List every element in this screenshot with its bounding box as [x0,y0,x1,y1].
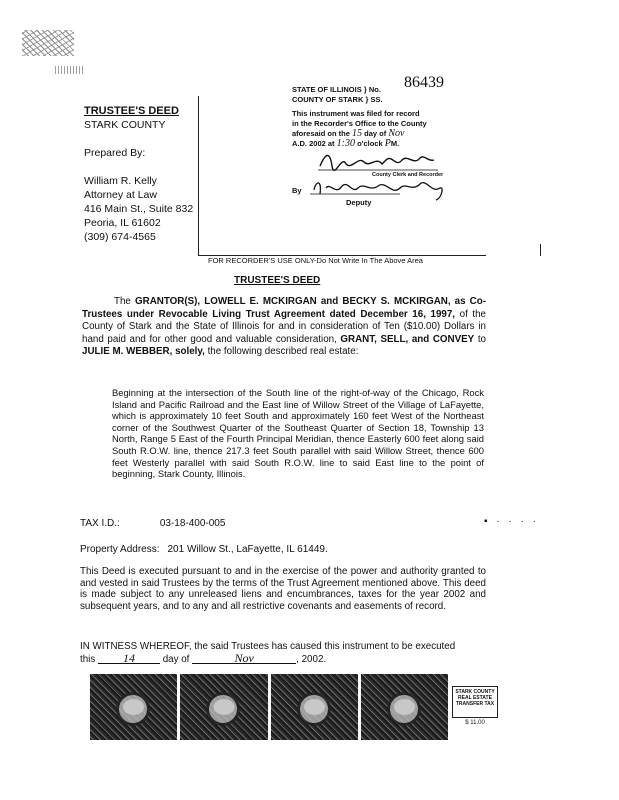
preparer-phone: (309) 674-4565 [84,231,156,243]
deputy-label: Deputy [346,198,372,207]
body-p4: the following described real estate: [204,346,359,358]
tax-stamp-line2: REAL ESTATE [458,695,492,701]
recorder-year: 02 [317,139,326,148]
recorder-meridiem: P [384,138,391,149]
execution-paragraph: This Deed is executed pursuant to and in the exercise of the power and authority granted to and vested in said Trustees by the terms of the Trust Agreement mentioned above. This deed is made subject to any unreleased liens and encumbrances, taxes for the year 2002 and subsequent years, and to any and all restrictive covenants and easements of record. [80,566,486,612]
prepared-label: Prepared By: [84,147,146,159]
divider-vertical [198,96,199,256]
recorder-line2: in the Recorder's Office to the County [292,119,427,128]
property-address [80,544,328,555]
tax-stamp-amount: $ 11.00 [465,720,485,726]
by-label: By [292,186,302,195]
body-p1: The [114,296,135,307]
recorder-m: M. [390,139,400,148]
left-county: STARK COUNTY [84,119,166,131]
property-address-value: 201 Willow St., LaFayette, IL 61449. [167,544,328,555]
scan-noise [55,66,85,74]
clerk-label: County Clerk and Recorder [372,172,444,178]
witness-clause [80,640,486,666]
recorder-use-note: FOR RECORDER'S USE ONLY-Do Not Write In The Above Area [208,256,423,265]
scan-dots: ▪ · · · · [484,516,539,527]
witness-year: , 2002. [296,654,327,665]
revenue-stamp [90,674,177,740]
revenue-stamp [361,674,448,740]
grant-words: GRANT, SELL, and CONVEY [340,333,475,345]
recorder-no-label: No. [368,85,381,94]
recorder-ad: A.D. 20 [292,139,318,148]
tax-id [80,518,225,529]
recorder-state: STATE OF ILLINOIS [292,85,362,94]
recorder-day: 15 [352,128,363,139]
recorder-time: 1:30 [336,138,355,149]
left-title: TRUSTEE'S DEED [84,105,179,117]
preparer-address2: Peoria, IL 61602 [84,217,161,229]
witness-day: 14 [98,653,160,664]
recorder-month: Nov [388,128,405,139]
witness-line1: IN WITNESS WHEREOF, the said Trustees has caused this instrument to be executed [80,641,456,652]
recorder-oclock: o'clock [357,139,383,148]
revenue-stamp [271,674,358,740]
tax-id-value: 03-18-400-005 [159,518,226,529]
recorder-county: COUNTY OF STARK [292,95,364,104]
tax-id-label: TAX I.D.: [80,518,120,529]
margin-mark [540,244,541,256]
tax-stamp-line3: TRANSFER TAX [455,701,495,707]
body-p3: to [474,333,486,345]
conveyance-paragraph [82,296,486,359]
witness-day-of: day of [162,654,190,665]
witness-month: Nov [192,653,296,664]
legal-description: Beginning at the intersection of the South line of the right-of-way of the Chicago, Rock Island and Pacific Railroad and the East line of Willow Street of the Village of LaFayette, which is approximately 10 feet South and approximately 160 feet West of the Northeast corner of the Southwest Quarter of the Southeast Quarter of Section 18, Township 13 North, Range 5 East of the Fourth Principal Meridian, thence Easterly 600 feet along said South R.O.W. line, thence 217.3 feet South parallel with said Willow Street, thence 600 feet Westerly parallel with said South R.O.W. line to said East line to the point of beginning, Stark County, Illinois. [112,387,484,480]
grantee: JULIE M. WEBBER, solely, [82,346,205,358]
recorder-line1: This instrument was filed for record [292,109,420,118]
scan-noise [22,30,74,56]
deputy-signature [308,176,448,202]
recorder-day-suffix: day of [364,129,387,138]
preparer-address1: 416 Main St., Suite 832 [84,203,194,215]
body-p2: of the County of Stark and the State of Illinois for and in consideration of Ten ($10.00) Dollars in hand paid and for other good and valuable consideration, [82,308,486,345]
preparer-name: William R. Kelly [84,175,157,187]
revenue-stamp [180,674,267,740]
transfer-tax-stamp [452,686,498,718]
recorder-ss: SS. [370,95,383,104]
document-number: 86439 [404,74,444,91]
property-address-label: Property Address: [80,544,160,555]
recorder-at: at [327,139,335,148]
recorder-line3: aforesaid on the [292,129,350,138]
tax-stamp-line1: STARK COUNTY [455,689,495,695]
clerk-signature [316,150,440,172]
preparer-title: Attorney at Law [84,189,157,201]
deed-heading: TRUSTEE'S DEED [234,275,321,286]
preparer-block [84,104,200,244]
witness-this: this [80,654,96,665]
recorder-stamp: STATE OF ILLINOIS } No. COUNTY OF STARK } SS. This instrument was filed for record in the Recorder's Office to the County aforesaid on the 15 day of Nov A.D. 2002 at 1:30 o'clock PM. [292,85,452,149]
revenue-stamp-strip [90,674,448,740]
grantors: GRANTOR(S), LOWELL E. MCKIRGAN and BECKY S. MCKIRGAN, as Co-Trustees under Revocable Living Trust Agreement dated December 16, 1997, [82,296,486,320]
